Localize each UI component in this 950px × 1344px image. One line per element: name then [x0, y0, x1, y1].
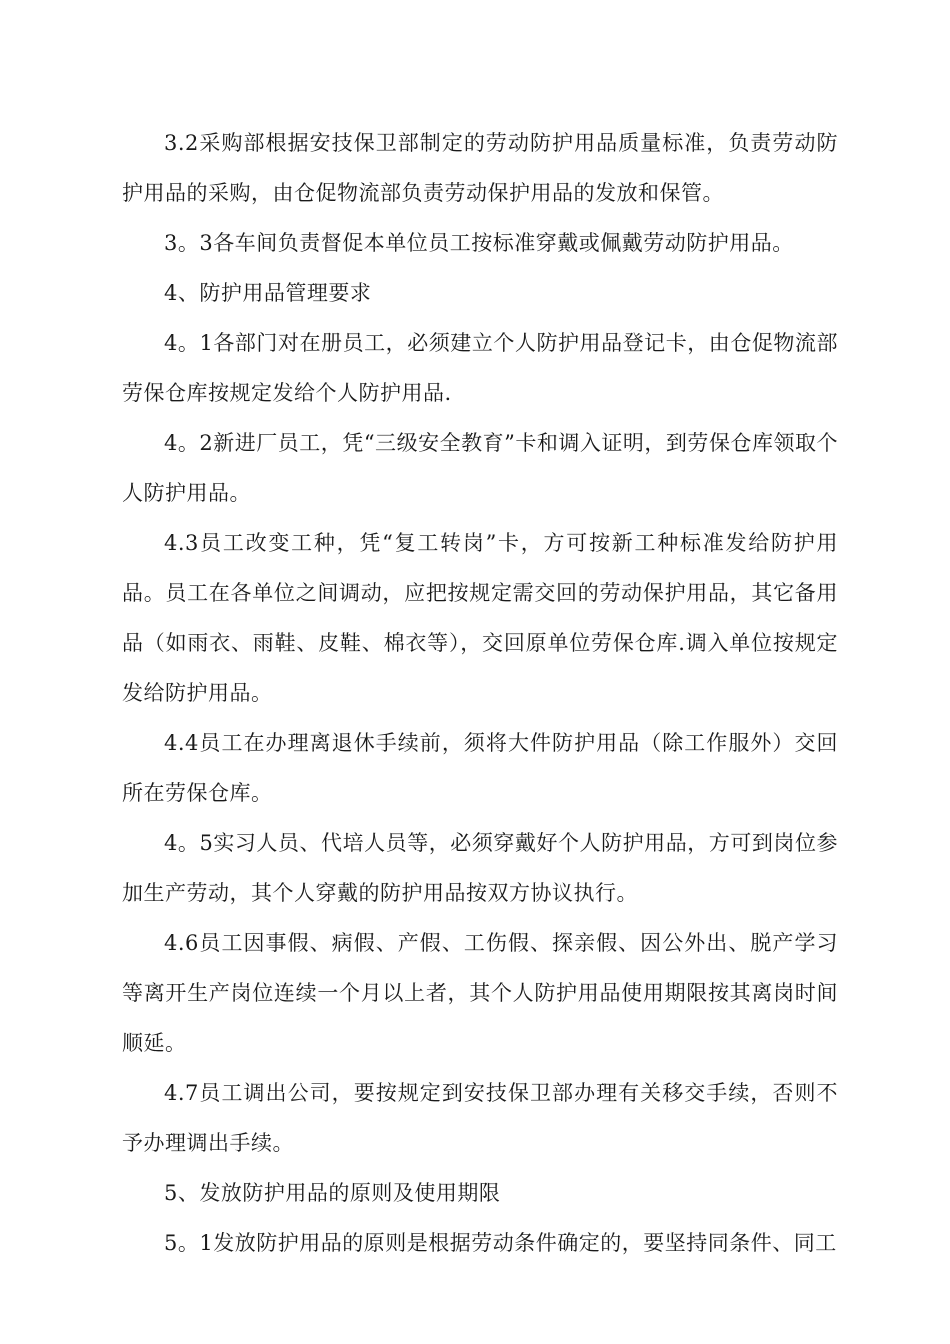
paragraph-4-4: 4.4员工在办理离退休手续前，须将大件防护用品（除工作服外）交回所在劳保仓库。 — [122, 731, 838, 805]
paragraph-3-3: 3。3各车间负责督促本单位员工按标准穿戴或佩戴劳动防护用品。 — [164, 231, 794, 255]
paragraph-4-2: 4。2新进厂员工，凭“三级安全教育”卡和调入证明，到劳保仓库领取个人防护用品。 — [122, 431, 838, 505]
section-heading-5: 5、发放防护用品的原则及使用期限 — [164, 1181, 501, 1205]
document-body — [122, 118, 838, 1268]
paragraph-4-7: 4.7员工调出公司，要按规定到安技保卫部办理有关移交手续，否则不予办理调出手续。 — [122, 1081, 838, 1155]
section-heading-4: 4、防护用品管理要求 — [164, 281, 372, 305]
paragraph-4-3: 4.3员工改变工种，凭“复工转岗”卡，方可按新工种标准发给防护用品。员工在各单位之间调动，应把按规定需交回的劳动保护用品，其它备用品（如雨衣、雨鞋、皮鞋、棉衣等），交回原单位劳保仓库.调入单位按规定发给防护用品。 — [122, 531, 838, 705]
paragraph-5-1: 5。1发放防护用品的原则是根据劳动条件确定的，要坚持同条件、同工 — [164, 1231, 837, 1255]
paragraph-4-1: 4。1各部门对在册员工，必须建立个人防护用品登记卡，由仓促物流部劳保仓库按规定发给个人防护用品. — [122, 331, 838, 405]
paragraph-3-2: 3.2采购部根据安技保卫部制定的劳动防护用品质量标准，负责劳动防护用品的采购，由仓促物流部负责劳动保护用品的发放和保管。 — [122, 131, 838, 205]
paragraph-4-5: 4。5实习人员、代培人员等，必须穿戴好个人防护用品，方可到岗位参加生产劳动，其个人穿戴的防护用品按双方协议执行。 — [122, 831, 838, 905]
paragraph-4-6: 4.6员工因事假、病假、产假、工伤假、探亲假、因公外出、脱产学习等离开生产岗位连续一个月以上者，其个人防护用品使用期限按其离岗时间顺延。 — [122, 931, 838, 1055]
